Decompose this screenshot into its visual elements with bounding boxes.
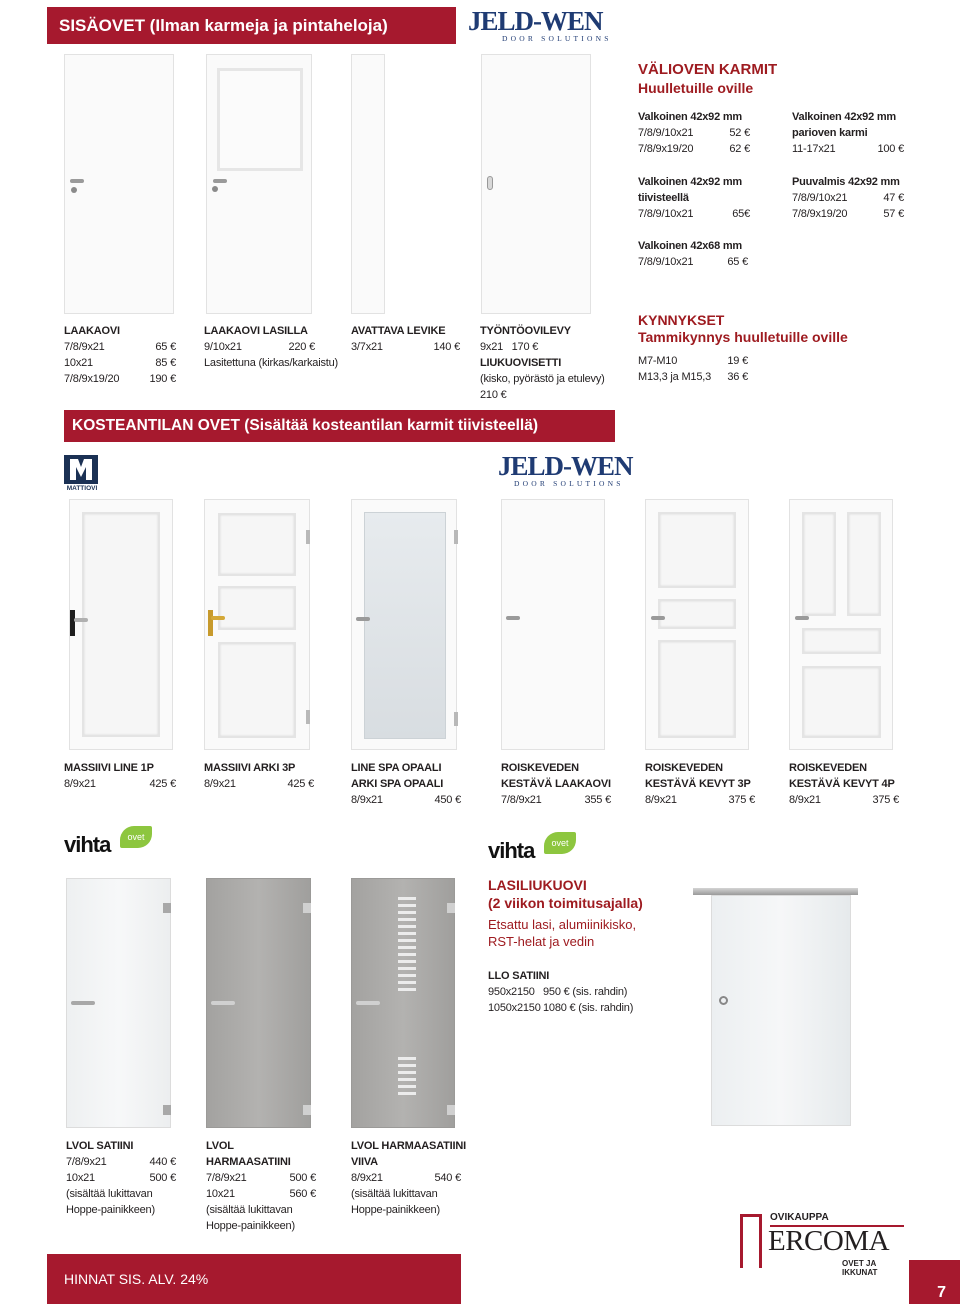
door-avattava-levike: [351, 54, 385, 314]
door-handle: [74, 618, 88, 622]
product-name-2: KESTÄVÄ KEVYT 3P: [645, 778, 751, 790]
product-name: LAAKAOVI LASILLA: [204, 325, 308, 337]
karmi-name: Valkoinen 42x92 mm: [792, 111, 897, 123]
size: 7/8/9/10x21: [638, 127, 694, 139]
door-panel: [218, 642, 296, 738]
door-panel: [658, 599, 736, 629]
section-title: VÄLIOVEN KARMIT: [638, 61, 778, 78]
price: 425 €: [149, 778, 176, 790]
section-desc: Etsattu lasi, alumiinikisko,: [488, 917, 637, 932]
jeldwen-logo-sub: DOOR SOLUTIONS: [502, 34, 612, 43]
product-name: LVOL HARMAASATIINI: [206, 1140, 291, 1168]
karmi-block: [638, 109, 750, 157]
price: 19 €: [727, 355, 748, 367]
door-roiskeveden-kevyt-3p: [645, 499, 749, 750]
vihta-logo-text: vihta: [64, 832, 111, 857]
page-number-box: [909, 1260, 960, 1304]
price: 440 €: [149, 1156, 176, 1168]
size: 7/8/9x19/20: [792, 208, 848, 220]
door-panel: [847, 512, 881, 616]
price: 100 €: [877, 143, 904, 155]
price: 425 €: [287, 778, 314, 790]
product-note: (sisältää lukittavan: [66, 1188, 153, 1200]
ercoma-text: ERCOMA: [768, 1225, 890, 1257]
pull-handle: [487, 176, 493, 190]
product-name: LAAKAOVI: [64, 325, 120, 337]
caption-lasilla: [204, 323, 338, 371]
jeldwen-logo-sub: DOOR SOLUTIONS: [514, 479, 624, 488]
product-note: (sisältää lukittavan: [206, 1204, 293, 1216]
wet-room-banner-text: KOSTEANTILAN OVET (Sisältää kosteantilan karmit tiivisteellä): [72, 417, 538, 434]
door-stripes: [398, 897, 416, 992]
price: 65 €: [727, 256, 748, 268]
size: 7/8/9/10x21: [638, 208, 694, 220]
price: 210 €: [480, 389, 507, 401]
lasiliukuovi-section: [488, 876, 688, 950]
sliding-rail: [693, 888, 858, 895]
hinge: [447, 1105, 455, 1115]
vihta-badge-text: ovet: [551, 838, 569, 848]
door-laakaovi-lasilla: [206, 54, 312, 314]
ercoma-sub-text: OVET JA IKKUNAT: [842, 1259, 878, 1277]
karmi-block: [792, 109, 904, 157]
hinge: [454, 530, 458, 544]
price: 65€: [732, 208, 750, 220]
lasiliukuovi-prices: [488, 968, 688, 1016]
price: 1080 € (sis. rahdin): [543, 1002, 634, 1014]
lock-plate: [208, 610, 213, 636]
size: 7/8/9x21: [501, 794, 542, 806]
product-note: (kisko, pyörästö ja etulevy): [480, 373, 605, 385]
caption-laakaovi: [64, 323, 176, 387]
price-row: [792, 190, 904, 206]
lasiliukuovi-image: [693, 878, 860, 1128]
door-handle: [506, 616, 520, 620]
price-row: [488, 1000, 688, 1016]
product-note: Lasitettuna (kirkas/karkaistu): [204, 357, 338, 369]
door-massiivi-line-1p: [69, 499, 173, 750]
price: 220 €: [288, 341, 315, 353]
price-row: [351, 1170, 461, 1186]
door-handle: [70, 179, 84, 183]
size: 7/8/9/10x21: [792, 192, 848, 204]
product-name: ROISKEVEDEN: [789, 762, 867, 774]
caption-lvol-satiini: [66, 1138, 176, 1218]
door-panel: [802, 666, 881, 738]
page-number: 7: [937, 1284, 946, 1301]
caption-roiskeveden-3p: [645, 760, 755, 808]
vihta-badge-text: ovet: [127, 832, 145, 842]
door-handle: [71, 1001, 95, 1005]
section-title: LASILIUKUOVI: [488, 877, 587, 893]
size: 7/8/9x19/20: [64, 373, 120, 385]
top-banner: [47, 7, 456, 44]
vihta-leaf-icon: [120, 826, 152, 848]
vat-text: HINNAT SIS. ALV. 24%: [64, 1271, 209, 1287]
karmi-name: Valkoinen 42x68 mm: [638, 240, 743, 252]
karmi-name-2: tiivisteellä: [638, 192, 689, 204]
price: 500 €: [289, 1172, 316, 1184]
karmi-block: [638, 174, 750, 222]
vihta-logo-text: vihta: [488, 838, 535, 863]
product-name: LINE SPA OPAALI: [351, 762, 442, 774]
kynnykset-prices: [638, 353, 748, 385]
price-row: [638, 141, 750, 157]
hinge: [303, 903, 311, 913]
price-row: [66, 1170, 176, 1186]
price-row: [64, 355, 176, 371]
price: 450 €: [434, 794, 461, 806]
price-row: [64, 339, 176, 355]
caption-massiivi-arki: [204, 760, 314, 792]
size: 10x21: [206, 1188, 235, 1200]
caption-massiivi-line: [64, 760, 176, 792]
section-subtitle: (2 viikon toimitusajalla): [488, 895, 643, 911]
jeldwen-logo-top: [468, 8, 614, 44]
price: 47 €: [883, 192, 904, 204]
product-name: ROISKEVEDEN: [645, 762, 723, 774]
price: 85 €: [155, 357, 176, 369]
price: 140 €: [433, 341, 460, 353]
price-row: [480, 339, 620, 355]
size: 7/8/9x21: [64, 341, 105, 353]
size: 7/8/9/10x21: [638, 256, 694, 268]
karmi-name: Valkoinen 42x92 mm: [638, 111, 743, 123]
jeldwen-logo-mid: [498, 453, 644, 489]
hinge: [454, 712, 458, 726]
price: 190 €: [149, 373, 176, 385]
mattiovi-logo: [64, 455, 98, 493]
price-row: [789, 792, 899, 808]
product-name: MASSIIVI LINE 1P: [64, 762, 154, 774]
karmi-block: [792, 174, 904, 222]
price-row: [488, 984, 688, 1000]
price: 36 €: [727, 371, 748, 383]
price-row: [638, 254, 748, 270]
size: 7/8/9x21: [66, 1156, 107, 1168]
ercoma-logo: [740, 1210, 908, 1277]
price-row: [638, 125, 750, 141]
price-row: [351, 339, 460, 355]
kynnykset-section: [638, 312, 908, 346]
karmi-name: Valkoinen 42x92 mm: [638, 176, 743, 188]
hinge: [163, 903, 171, 913]
door-tyontoovilevy: [481, 54, 591, 314]
karmi-name: Puuvalmis 42x92 mm: [792, 176, 900, 188]
product-note: Hoppe-painikkeen): [206, 1220, 295, 1232]
price-row: [204, 776, 314, 792]
ercoma-top-text: OVIKAUPPA: [770, 1212, 829, 1223]
door-handle: [213, 179, 227, 183]
size: 8/9x21: [789, 794, 821, 806]
glass-slab: [711, 895, 851, 1126]
door-panel: [218, 513, 296, 576]
price: 62 €: [729, 143, 750, 155]
price-row: [204, 339, 315, 355]
vihta-logo-left: [64, 826, 154, 856]
price-row: [792, 141, 904, 157]
karmi-name-2: parioven karmi: [792, 127, 868, 139]
price: 560 €: [289, 1188, 316, 1200]
price-row: [66, 1154, 176, 1170]
size: 7/8/9x19/20: [638, 143, 694, 155]
product-name: LVOL HARMAASATIINI VIIVA: [351, 1140, 466, 1168]
door-lvol-harmaasatiini: [206, 878, 311, 1128]
product-name-2: LIUKUOVISETTI: [480, 357, 562, 369]
product-note: Hoppe-painikkeen): [66, 1204, 155, 1216]
size: 7/8/9x21: [206, 1172, 247, 1184]
caption-roiskeveden-4p: [789, 760, 899, 808]
keyhole: [71, 187, 77, 193]
jeldwen-logo-text: JELD-WEN: [468, 6, 603, 36]
price: 52 €: [729, 127, 750, 139]
caption-lvol-harmaasatiini-viiva: [351, 1138, 491, 1218]
vihta-logo-right: [488, 832, 578, 862]
section-title: KYNNYKSET: [638, 312, 725, 328]
mattiovi-m-icon: [64, 455, 98, 484]
door-frame-icon: [740, 1214, 762, 1268]
price: 375 €: [872, 794, 899, 806]
product-name: AVATTAVA LEVIKE: [351, 325, 446, 337]
door-handle: [651, 616, 665, 620]
wet-room-banner: [64, 410, 615, 442]
valiovi-section: [638, 61, 904, 97]
mattiovi-logo-mark: [64, 455, 98, 484]
price-row: [206, 1170, 316, 1186]
door-handle: [211, 616, 225, 620]
mattiovi-logo-text: MATTIOVI: [66, 485, 98, 492]
product-name: TYÖNTÖOVILEVY: [480, 325, 571, 337]
price-row: [792, 206, 904, 222]
size: 10x21: [66, 1172, 95, 1184]
lock-plate: [70, 610, 75, 636]
product-name-2: KESTÄVÄ LAAKAOVI: [501, 778, 611, 790]
vat-footer: [47, 1254, 461, 1304]
size: 9/10x21: [204, 341, 242, 353]
size: M7-M10: [638, 355, 678, 367]
caption-tyontoovilevy: [480, 323, 620, 403]
price: 500 €: [149, 1172, 176, 1184]
product-name: LVOL SATIINI: [66, 1140, 134, 1152]
door-glass-panel: [364, 512, 446, 739]
size: M13,3 ja M15,3: [638, 371, 712, 383]
vihta-leaf-icon: [544, 832, 576, 854]
price-row: [638, 369, 748, 385]
size: 11-17x21: [792, 143, 836, 155]
size: 8/9x21: [351, 1172, 383, 1184]
door-panel: [658, 512, 736, 588]
section-desc: RST-helat ja vedin: [488, 934, 595, 949]
size: 950x2150: [488, 986, 535, 998]
product-note: Hoppe-painikkeen): [351, 1204, 440, 1216]
door-handle: [356, 617, 370, 621]
size: 10x21: [64, 357, 93, 369]
door-panel: [218, 586, 296, 630]
door-handle: [356, 1001, 380, 1005]
door-stripes: [398, 1057, 416, 1097]
price-row: [351, 792, 461, 808]
product-note: (sisältää lukittavan: [351, 1188, 438, 1200]
top-banner-text: SISÄOVET (Ilman karmeja ja pintaheloja): [59, 16, 388, 35]
section-subtitle: Huulletuille oville: [638, 80, 754, 96]
door-roiskeveden-laakaovi: [501, 499, 605, 750]
door-massiivi-arki-3p: [204, 499, 310, 750]
price-row: [645, 792, 755, 808]
karmi-block: [638, 238, 748, 270]
door-glass: [217, 68, 303, 171]
price: 540 €: [434, 1172, 461, 1184]
price-row: [638, 353, 748, 369]
product-name-2: KESTÄVÄ KEVYT 4P: [789, 778, 895, 790]
price: 950 € (sis. rahdin): [543, 986, 628, 998]
caption-lvol-harmaasatiini: [206, 1138, 316, 1234]
jeldwen-logo-text: JELD-WEN: [498, 451, 633, 481]
hinge: [306, 530, 310, 544]
size: 1050x2150: [488, 1002, 541, 1014]
door-lvol-satiini: [66, 878, 171, 1128]
caption-roiskeveden-laakaovi: [501, 760, 611, 808]
size: 9x21: [480, 341, 504, 353]
door-lvol-harmaasatiini-viiva: [351, 878, 455, 1128]
hinge: [303, 1105, 311, 1115]
size: 8/9x21: [64, 778, 96, 790]
hinge: [163, 1105, 171, 1115]
size: 3/7x21: [351, 341, 383, 353]
product-name: MASSIIVI ARKI 3P: [204, 762, 296, 774]
caption-spa-opaali: [351, 760, 461, 808]
price-row: [638, 206, 750, 222]
door-panel: [802, 512, 836, 616]
size: 8/9x21: [351, 794, 383, 806]
price: 355 €: [584, 794, 611, 806]
price: 65 €: [155, 341, 176, 353]
price: 375 €: [728, 794, 755, 806]
hinge: [447, 903, 455, 913]
model-name: LLO SATIINI: [488, 970, 550, 982]
door-panel: [802, 628, 881, 654]
section-subtitle: Tammikynnys huulletuille oville: [638, 329, 848, 345]
product-name-2: ARKI SPA OPAALI: [351, 778, 444, 790]
price: 170 €: [511, 341, 539, 353]
price-row: [64, 776, 176, 792]
door-line-spa-opaali: [351, 499, 457, 750]
hinge: [306, 710, 310, 724]
price-row: [501, 792, 611, 808]
product-name: ROISKEVEDEN: [501, 762, 579, 774]
door-panel: [658, 640, 736, 738]
price-row: [64, 371, 176, 387]
size: 8/9x21: [204, 778, 236, 790]
door-pull-icon: [719, 996, 728, 1005]
door-panel: [82, 512, 160, 737]
door-laakaovi: [64, 54, 174, 314]
size: 8/9x21: [645, 794, 677, 806]
door-handle: [211, 1001, 235, 1005]
price: 57 €: [883, 208, 904, 220]
door-roiskeveden-kevyt-4p: [789, 499, 893, 750]
keyhole: [212, 186, 218, 192]
price-row: [206, 1186, 316, 1202]
door-handle: [795, 616, 809, 620]
caption-levike: [351, 323, 460, 355]
